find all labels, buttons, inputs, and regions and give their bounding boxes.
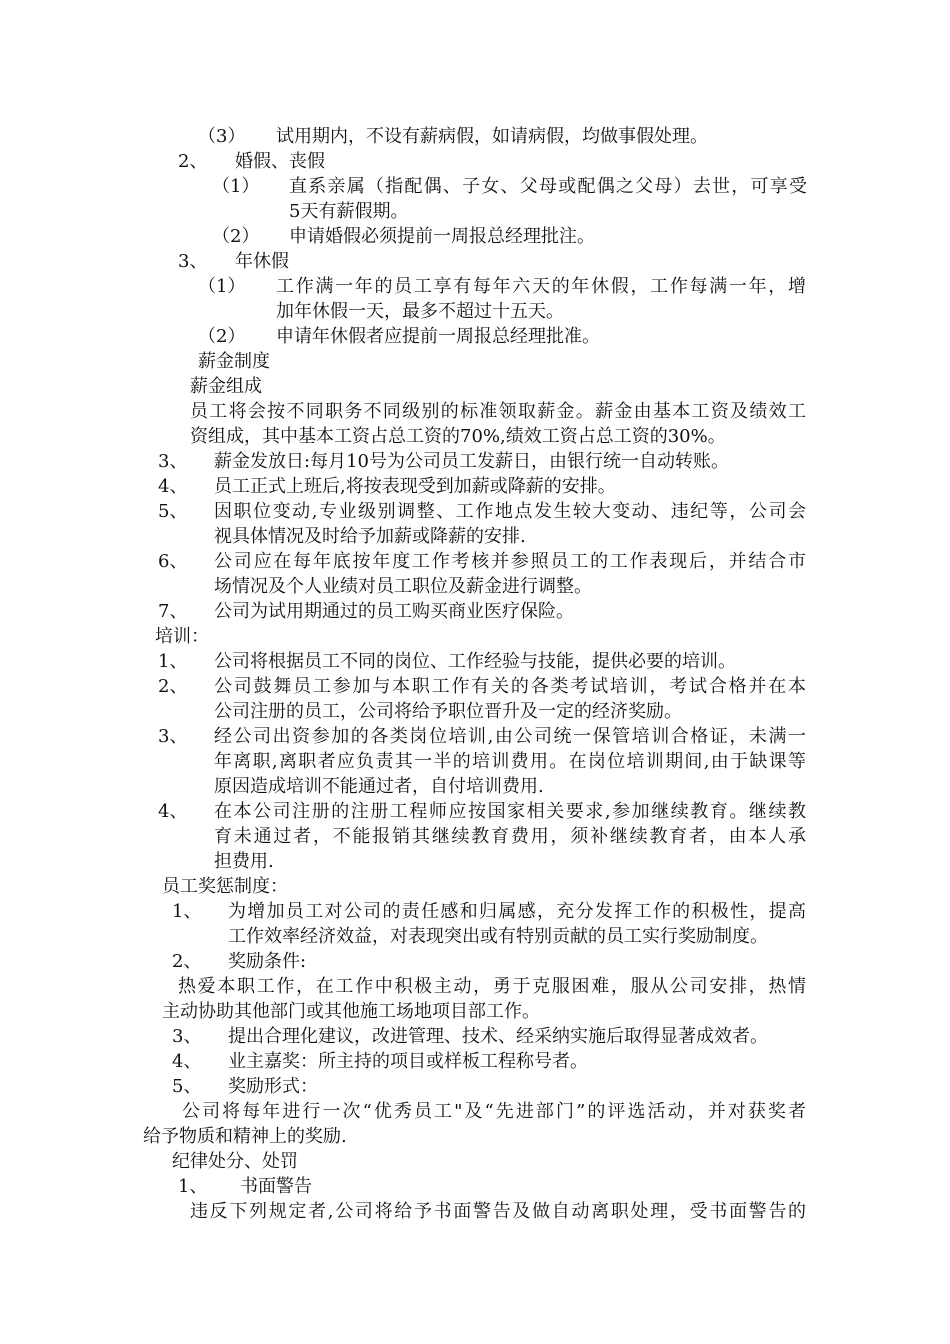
- paragraph-text: 原因造成培训不能通过者，自付培训费用.: [214, 776, 544, 797]
- item-number: 1、: [178, 1176, 208, 1197]
- section-title: 年休假: [235, 251, 289, 272]
- paragraph-text: 公司为试用期通过的员工购买商业医疗保险。: [214, 601, 574, 622]
- item-number: （2）: [212, 226, 260, 247]
- item-number: 4、: [158, 801, 188, 822]
- section-title: 婚假、丧假: [235, 151, 325, 172]
- paragraph-text: 热爱本职工作，在工作中积极主动，勇于克服困难，服从公司安排，热情: [178, 976, 806, 997]
- section-title: 员工奖惩制度：: [162, 876, 288, 897]
- item-number: （2）: [198, 326, 246, 347]
- item-number: 4、: [158, 476, 188, 497]
- paragraph-text: 年离职,离职者应负责其一半的培训费用。在岗位培训期间,由于缺课等: [214, 751, 806, 772]
- subsection-title: 书面警告: [240, 1176, 312, 1197]
- paragraph-text: 经公司出资参加的各类岗位培训,由公司统一保管培训合格证，未满一: [214, 726, 806, 747]
- item-number: 4、: [172, 1051, 202, 1072]
- item-number: 1、: [158, 651, 188, 672]
- paragraph-text: 因职位变动,专业级别调整、工作地点发生较大变动、违纪等，公司会: [214, 501, 806, 522]
- paragraph-text: 公司鼓舞员工参加与本职工作有关的各类考试培训，考试合格并在本: [214, 676, 806, 697]
- paragraph-text: 公司将每年进行一次“优秀员工"及“先进部门”的评选活动，并对获奖者: [182, 1101, 806, 1122]
- item-number: （1）: [212, 176, 260, 197]
- paragraph-text: 主动协助其他部门或其他施工场地项目部工作。: [162, 1001, 540, 1022]
- section-number: 2、: [178, 151, 208, 172]
- paragraph-text: 场情况及个人业绩对员工职位及薪金进行调整。: [214, 576, 592, 597]
- item-number: 7、: [158, 601, 188, 622]
- paragraph-text: 公司注册的员工，公司将给予职位晋升及一定的经济奖励。: [214, 701, 682, 722]
- paragraph-text: 育未通过者，不能报销其继续教育费用，须补继续教育者，由本人承: [214, 826, 806, 847]
- item-number: （1）: [198, 276, 246, 297]
- item-number: 6、: [158, 551, 188, 572]
- item-number: 3、: [158, 451, 188, 472]
- paragraph-text: 在本公司注册的注册工程师应按国家相关要求,参加继续教育。继续教: [214, 801, 806, 822]
- paragraph-text: 5天有薪假期。: [289, 201, 409, 222]
- paragraph-text: 给予物质和精神上的奖励.: [143, 1126, 347, 1147]
- item-number: 2、: [172, 951, 202, 972]
- paragraph-text: 奖励形式：: [228, 1076, 318, 1097]
- paragraph-text: 公司应在每年底按年度工作考核并参照员工的工作表现后，并结合市: [214, 551, 806, 572]
- paragraph-text: 奖励条件:: [228, 951, 307, 972]
- paragraph-text: 直系亲属（指配偶、子女、父母或配偶之父母）去世，可享受: [289, 176, 807, 197]
- paragraph-text: 工作满一年的员工享有每年六天的年休假，工作每满一年，增: [276, 276, 806, 297]
- paragraph-text: 提出合理化建议，改进管理、技术、经采纳实施后取得显著成效者。: [228, 1026, 768, 1047]
- paragraph-text: 担费用.: [214, 851, 274, 872]
- paragraph-text: 工作效率经济效益，对表现突出或有特别贡献的员工实行奖励制度。: [228, 926, 768, 947]
- item-number: （3）: [198, 126, 246, 147]
- item-number: 3、: [172, 1026, 202, 1047]
- item-number: 1、: [172, 901, 202, 922]
- paragraph-text: 业主嘉奖：所主持的项目或样板工程称号者。: [228, 1051, 588, 1072]
- subsection-title: 薪金组成: [190, 376, 262, 397]
- paragraph-text: 视具体情况及时给予加薪或降薪的安排.: [214, 526, 526, 547]
- paragraph-text: 试用期内，不设有薪病假，如请病假，均做事假处理。: [276, 126, 708, 147]
- paragraph-text: 申请婚假必须提前一周报总经理批注。: [289, 226, 595, 247]
- item-number: 3、: [158, 726, 188, 747]
- paragraph-text: 员工将会按不同职务不同级别的标准领取薪金。薪金由基本工资及绩效工: [190, 401, 806, 422]
- item-number: 5、: [158, 501, 188, 522]
- item-number: 2、: [158, 676, 188, 697]
- paragraph-text: 资组成，其中基本工资占总工资的70%,绩效工资占总工资的30%。: [190, 426, 726, 447]
- paragraph-text: 申请年休假者应提前一周报总经理批准。: [276, 326, 600, 347]
- section-number: 3、: [178, 251, 208, 272]
- section-title: 薪金制度: [198, 351, 270, 372]
- paragraph-text: 为增加员工对公司的责任感和归属感，充分发挥工作的积极性，提高: [228, 901, 806, 922]
- paragraph-text: 公司将根据员工不同的岗位、工作经验与技能，提供必要的培训。: [214, 651, 736, 672]
- paragraph-text: 加年休假一天，最多不超过十五天。: [276, 301, 564, 322]
- paragraph-text: 员工正式上班后,将按表现受到加薪或降薪的安排。: [214, 476, 616, 497]
- section-title: 纪律处分、处罚: [172, 1151, 298, 1172]
- paragraph-text: 违反下列规定者,公司将给予书面警告及做自动离职处理，受书面警告的: [190, 1201, 806, 1222]
- section-title: 培训：: [155, 626, 209, 647]
- item-number: 5、: [172, 1076, 202, 1097]
- paragraph-text: 薪金发放日:每月10号为公司员工发薪日，由银行统一自动转账。: [214, 451, 729, 472]
